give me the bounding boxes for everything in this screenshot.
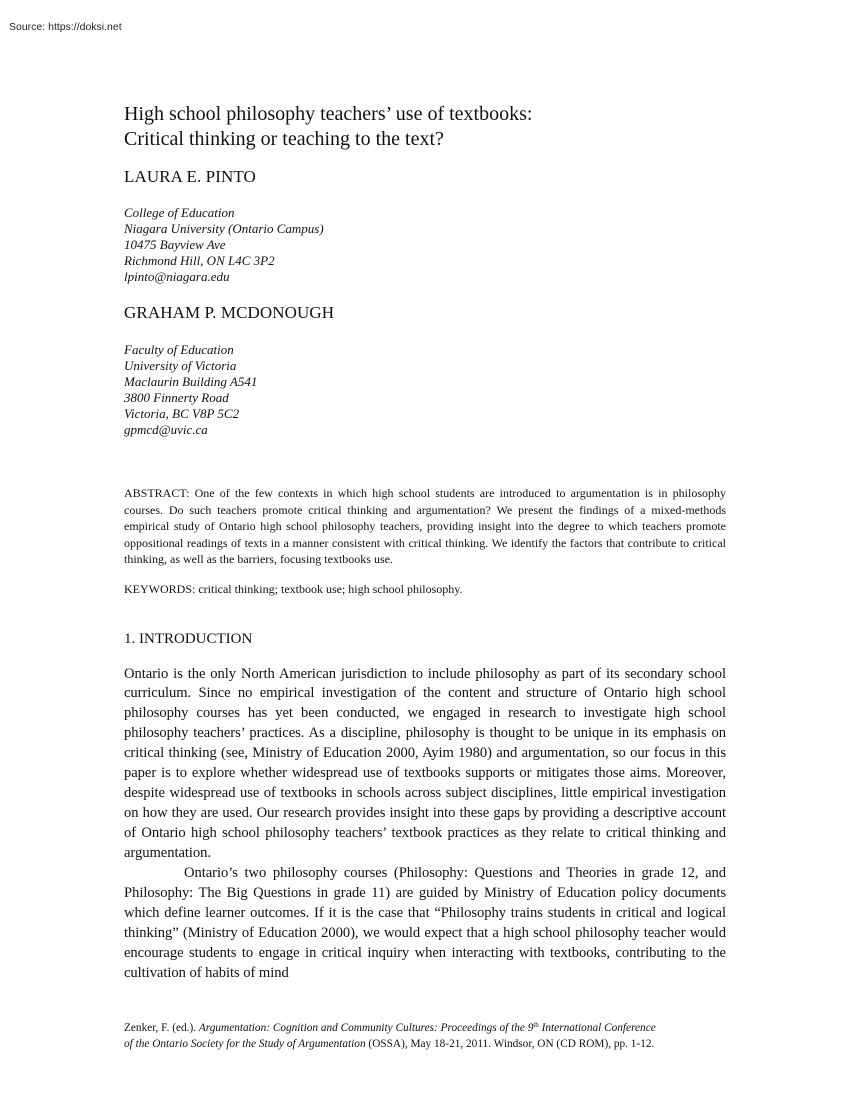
author-email: lpinto@niagara.edu bbox=[124, 269, 230, 284]
affiliation-line: Maclaurin Building A541 bbox=[124, 374, 258, 389]
footer-line-2 bbox=[124, 1036, 726, 1052]
body-paragraph: Ontario is the only North American jurisdiction to include philosophy as part of its secondary school curriculum. Since no empirical investigation of the content and structure of Ontario high school philosophy courses has yet been conducted, we engaged in research to investigate high school philosophy teachers’ practices. As a discipline, philosophy is thought to be unique in its emphasis on critical thinking (see, Ministry of Education 2000, Ayim 1980) and argumentation, so our focus in this paper is to explore whether widespread use of textbooks supports or mitigates those aims. Moreover, despite widespread use of textbooks in schools across subject disciplines, little empirical investigation on how they are used. Our research provides insight into these gaps by providing a descriptive account of Ontario high school philosophy teachers’ textbook practices as they relate to critical thinking and argumentation. bbox=[124, 665, 726, 862]
title-line-1: High school philosophy teachers’ use of textbooks: bbox=[124, 103, 533, 125]
affiliation-line: Faculty of Education bbox=[124, 342, 234, 357]
author-affiliation-2 bbox=[124, 342, 726, 438]
affiliation-line: Richmond Hill, ON L4C 3P2 bbox=[124, 253, 275, 268]
footer-line-1 bbox=[124, 1020, 726, 1036]
footer-editor: Zenker, F. (ed.). bbox=[124, 1022, 199, 1034]
affiliation-line: Victoria, BC V8P 5C2 bbox=[124, 406, 240, 421]
source-url-label: Source: https://doksi.net bbox=[9, 21, 122, 33]
citation-footer bbox=[124, 1020, 726, 1052]
affiliation-line: Niagara University (Ontario Campus) bbox=[124, 221, 324, 236]
footer-proceedings-title-cont: International Conference bbox=[538, 1022, 656, 1034]
abstract: ABSTRACT: One of the few contexts in which high school students are introduced to argumentation is in philosophy courses. Do such teachers promote critical thinking and argumentation? We present the findings of a mixed-methods empirical study of Ontario high school philosophy teachers, providing insight into the degree to which teachers promote oppositional readings of texts in a manner consistent with critical thinking. We identify the factors that contribute to critical thinking, as well as the barriers, focusing textbooks use. bbox=[124, 486, 726, 566]
affiliation-line: College of Education bbox=[124, 205, 235, 220]
footer-society: of the Ontario Society for the Study of Argumentation bbox=[124, 1038, 366, 1050]
keywords: KEYWORDS: critical thinking; textbook use; high school philosophy. bbox=[124, 581, 463, 596]
affiliation-line: 10475 Bayview Ave bbox=[124, 237, 226, 252]
footer-proceedings-title: Argumentation: Cognition and Community Cultures: Proceedings of the 9 bbox=[198, 1022, 534, 1034]
author-affiliation-1 bbox=[124, 205, 726, 285]
footer-publication-details: (OSSA), May 18-21, 2011. Windsor, ON (CD ROM), pp. 1-12. bbox=[365, 1038, 655, 1050]
affiliation-line: University of Victoria bbox=[124, 358, 237, 373]
paper-title bbox=[124, 102, 726, 152]
affiliation-line: 3800 Finnerty Road bbox=[124, 390, 229, 405]
author-name-2: GRAHAM P. MCDONOUGH bbox=[124, 303, 335, 322]
title-line-2: Critical thinking or teaching to the text? bbox=[124, 128, 444, 150]
paper-page bbox=[124, 102, 726, 984]
author-name-1: LAURA E. PINTO bbox=[124, 167, 256, 186]
body-paragraph: Ontario’s two philosophy courses (Philosophy: Questions and Theories in grade 12, and Philosophy: The Big Questions in grade 11) are guided by Ministry of Education policy documents which define learner outcomes. If it is the case that “Philosophy trains students in critical and logical thinking” (Ministry of Education 2000), we would expect that a high school philosophy teacher would encourage students to engage in critical inquiry when interacting with textbooks, contributing to the cultivation of habits of mind bbox=[124, 865, 726, 981]
author-email: gpmcd@uvic.ca bbox=[124, 422, 208, 437]
section-heading-introduction: 1. INTRODUCTION bbox=[124, 630, 253, 647]
footer-ordinal-sup: th bbox=[533, 1021, 539, 1029]
